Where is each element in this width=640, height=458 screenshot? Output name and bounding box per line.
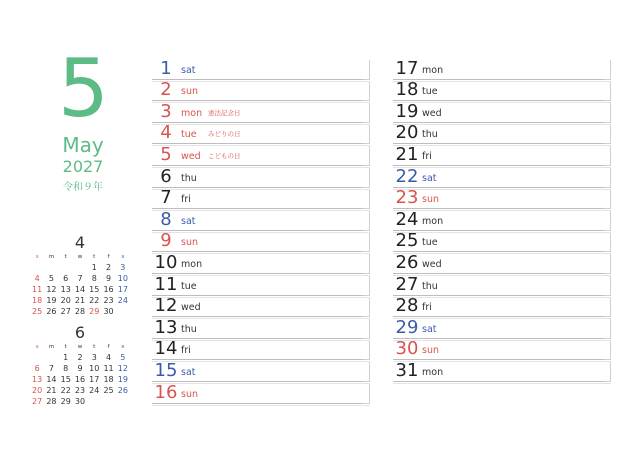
day-row <box>393 209 611 231</box>
mini-day-cell: 1 <box>91 263 97 272</box>
mini-day-cell: 30 <box>74 397 86 406</box>
day-number: 30 <box>395 338 419 360</box>
day-row-edge <box>604 60 611 80</box>
mini-day-cell <box>59 262 73 273</box>
mini-day-cell: 12 <box>117 364 128 373</box>
day-name: sun <box>181 86 198 98</box>
week-row <box>30 306 130 317</box>
mini-day-cell: 23 <box>103 296 114 305</box>
weekday-header-row <box>30 343 130 352</box>
weekday-header: m <box>48 344 55 350</box>
mini-day-cell: 5 <box>48 274 54 283</box>
mini-day-cell: 30 <box>103 307 114 316</box>
day-name: thu <box>422 129 438 141</box>
mini-day-cell: 7 <box>77 274 83 283</box>
day-row-edge <box>363 341 370 361</box>
mini-day-cell <box>116 306 130 317</box>
mini-day-cell: 1 <box>63 353 69 362</box>
day-row <box>152 58 370 80</box>
week-row <box>30 396 130 407</box>
day-row <box>393 188 611 210</box>
day-row-edge <box>363 125 370 145</box>
day-row-edge <box>604 319 611 339</box>
mini-day-cell: 4 <box>106 353 112 362</box>
day-number: 17 <box>395 57 419 79</box>
mini-day-cell: 26 <box>117 386 128 395</box>
day-row-edge <box>363 319 370 339</box>
day-name: mon <box>422 64 444 76</box>
mini-day-cell: 29 <box>60 397 71 406</box>
day-name: sat <box>422 323 437 335</box>
week-row <box>30 295 130 306</box>
day-row-edge <box>363 362 370 382</box>
mini-day-cell: 22 <box>89 296 100 305</box>
mini-day-cell: 15 <box>60 375 71 384</box>
day-row <box>152 80 370 102</box>
weekday-header: s <box>35 344 39 350</box>
day-row-edge <box>604 103 611 123</box>
mini-day-cell: 6 <box>63 274 69 283</box>
day-name: fri <box>422 302 432 314</box>
day-number: 24 <box>395 208 419 230</box>
day-name: thu <box>181 172 197 184</box>
day-number: 6 <box>160 165 172 187</box>
holiday-name: みどりの日 <box>208 130 241 139</box>
day-name: sun <box>422 345 439 357</box>
day-number: 31 <box>395 359 419 381</box>
day-row <box>393 144 611 166</box>
holiday-name: こどもの日 <box>208 151 241 160</box>
mini-day-cell: 17 <box>89 375 100 384</box>
day-number: 4 <box>160 122 172 144</box>
mini-day-cell: 5 <box>120 353 126 362</box>
day-row <box>393 166 611 188</box>
mini-day-cell <box>44 262 58 273</box>
day-name: mon <box>422 215 444 227</box>
day-name: wed <box>422 107 442 119</box>
day-column-right <box>393 58 611 382</box>
day-number: 21 <box>395 143 419 165</box>
week-row <box>30 385 130 396</box>
mini-day-cell <box>87 396 101 407</box>
mini-day-cell: 20 <box>60 296 71 305</box>
day-number: 9 <box>160 230 172 252</box>
day-number: 20 <box>395 122 419 144</box>
day-row-edge <box>363 254 370 274</box>
era-label: 令和９年 <box>63 182 103 193</box>
day-number: 26 <box>395 251 419 273</box>
mini-day-cell <box>44 352 58 363</box>
mini-day-cell: 24 <box>117 296 128 305</box>
day-row <box>393 296 611 318</box>
day-number: 13 <box>154 316 178 338</box>
mini-calendar-next <box>30 323 130 407</box>
day-row-edge <box>604 341 611 361</box>
week-row <box>30 273 130 284</box>
day-row-edge <box>363 384 370 404</box>
weekday-header: s <box>35 254 39 260</box>
mini-day-cell: 9 <box>106 274 112 283</box>
day-name: wed <box>422 258 442 270</box>
day-name: tue <box>181 280 197 292</box>
day-row-edge <box>363 190 370 210</box>
day-row-line <box>152 403 364 404</box>
day-row-shadow <box>393 383 611 384</box>
mini-day-cell: 8 <box>63 364 69 373</box>
mini-day-cell: 19 <box>46 296 57 305</box>
mini-day-cell: 9 <box>77 364 83 373</box>
day-number: 22 <box>395 165 419 187</box>
day-row <box>152 339 370 361</box>
mini-day-cell: 10 <box>89 364 100 373</box>
mini-calendar-prev <box>30 233 130 317</box>
mini-day-cell: 16 <box>103 285 114 294</box>
day-name: tue <box>422 86 438 98</box>
mini-day-cell <box>73 262 87 273</box>
mini-day-cell: 7 <box>48 364 54 373</box>
day-number: 15 <box>154 359 178 381</box>
day-name: sun <box>181 388 198 400</box>
mini-day-cell: 19 <box>117 375 128 384</box>
mini-day-cell: 6 <box>34 364 40 373</box>
day-number: 28 <box>395 295 419 317</box>
day-number: 10 <box>154 251 178 273</box>
day-row <box>152 144 370 166</box>
weekday-header-row <box>30 253 130 262</box>
day-column-left <box>152 58 370 404</box>
day-row-edge <box>363 233 370 253</box>
mini-calendar-title: 4 <box>74 233 86 252</box>
day-name: wed <box>181 150 201 162</box>
mini-day-cell <box>116 396 130 407</box>
week-row <box>30 352 130 363</box>
day-name: thu <box>422 280 438 292</box>
day-name: mon <box>422 366 444 378</box>
mini-day-cell: 3 <box>91 353 97 362</box>
day-name: tue <box>181 129 197 141</box>
week-row <box>30 374 130 385</box>
day-number: 5 <box>160 143 172 165</box>
day-number: 1 <box>160 57 172 79</box>
day-name: sun <box>422 194 439 206</box>
day-row <box>393 231 611 253</box>
day-row <box>152 360 370 382</box>
day-number: 2 <box>160 79 172 101</box>
mini-day-cell: 20 <box>32 386 43 395</box>
day-name: sat <box>181 366 196 378</box>
day-name: sun <box>181 237 198 249</box>
day-name: fri <box>181 194 191 206</box>
mini-day-cell <box>30 262 44 273</box>
mini-day-cell: 12 <box>46 285 57 294</box>
mini-day-cell: 22 <box>60 386 71 395</box>
day-row <box>152 274 370 296</box>
mini-day-cell: 29 <box>89 307 100 316</box>
day-name: sat <box>181 64 196 76</box>
weekday-header: t <box>93 344 96 350</box>
mini-calendar-grid <box>30 253 130 317</box>
day-row <box>152 382 370 404</box>
weekday-header: f <box>107 344 110 350</box>
mini-day-cell: 2 <box>106 263 112 272</box>
mini-day-cell: 26 <box>46 307 57 316</box>
mini-day-cell: 11 <box>103 364 114 373</box>
mini-day-cell: 14 <box>46 375 57 384</box>
day-number: 3 <box>160 100 172 122</box>
mini-day-cell: 18 <box>32 296 43 305</box>
day-row-edge <box>604 254 611 274</box>
day-name: fri <box>181 345 191 357</box>
weekday-header: t <box>93 254 96 260</box>
day-row-edge <box>604 276 611 296</box>
day-row-edge <box>604 211 611 231</box>
weekday-header: t <box>64 254 67 260</box>
day-row <box>152 252 370 274</box>
mini-day-cell: 21 <box>46 386 57 395</box>
day-number: 29 <box>395 316 419 338</box>
day-number: 16 <box>154 381 178 403</box>
day-row <box>152 231 370 253</box>
mini-day-cell: 27 <box>32 397 43 406</box>
day-row-edge <box>363 60 370 80</box>
mini-day-cell: 28 <box>46 397 57 406</box>
weekday-header: s <box>121 344 125 350</box>
mini-day-cell: 8 <box>91 274 97 283</box>
mini-day-cell: 11 <box>32 285 43 294</box>
weekday-header: w <box>77 254 83 260</box>
day-row-edge <box>604 362 611 382</box>
day-row-edge <box>363 211 370 231</box>
weekday-header: w <box>77 344 83 350</box>
day-name: sat <box>422 172 437 184</box>
day-row-edge <box>363 168 370 188</box>
mini-day-cell: 17 <box>117 285 128 294</box>
day-row-edge <box>604 298 611 318</box>
day-name: sat <box>181 215 196 227</box>
mini-day-cell <box>30 352 44 363</box>
day-row <box>152 209 370 231</box>
mini-day-cell: 3 <box>120 263 126 272</box>
mini-day-cell: 25 <box>32 307 43 316</box>
day-number: 14 <box>154 338 178 360</box>
day-row-line <box>393 381 605 382</box>
mini-day-cell: 21 <box>74 296 86 305</box>
day-row <box>393 80 611 102</box>
day-row <box>393 317 611 339</box>
day-row <box>152 296 370 318</box>
day-number: 18 <box>395 79 419 101</box>
mini-day-cell: 18 <box>103 375 114 384</box>
month-number: 5 <box>58 42 109 135</box>
mini-day-cell <box>101 396 115 407</box>
day-row-edge <box>363 276 370 296</box>
mini-day-cell: 13 <box>60 285 71 294</box>
week-row <box>30 262 130 273</box>
day-number: 27 <box>395 273 419 295</box>
mini-calendar-grid <box>30 343 130 407</box>
day-row <box>152 188 370 210</box>
mini-day-cell: 2 <box>77 353 83 362</box>
mini-day-cell: 4 <box>34 274 40 283</box>
mini-day-cell: 10 <box>117 274 128 283</box>
day-row-edge <box>363 146 370 166</box>
day-number: 25 <box>395 230 419 252</box>
day-number: 19 <box>395 100 419 122</box>
day-row <box>152 317 370 339</box>
day-number: 11 <box>154 273 178 295</box>
day-row <box>393 339 611 361</box>
day-number: 23 <box>395 187 419 209</box>
day-row-edge <box>604 146 611 166</box>
day-row <box>152 166 370 188</box>
mini-calendar-title: 6 <box>74 323 86 342</box>
day-row <box>393 252 611 274</box>
day-row <box>393 101 611 123</box>
day-row-edge <box>363 298 370 318</box>
mini-day-cell: 27 <box>60 307 71 316</box>
day-name: thu <box>181 323 197 335</box>
weekday-header: m <box>48 254 55 260</box>
day-number: 8 <box>160 208 172 230</box>
day-row-edge <box>604 168 611 188</box>
day-row <box>393 58 611 80</box>
mini-day-cell: 16 <box>74 375 86 384</box>
day-row-edge <box>363 103 370 123</box>
week-row <box>30 363 130 374</box>
mini-day-cell: 14 <box>74 285 86 294</box>
mini-day-cell: 15 <box>89 285 100 294</box>
year-label: 2027 <box>62 157 104 176</box>
day-number: 7 <box>160 187 172 209</box>
day-row-shadow <box>152 405 370 406</box>
mini-day-cell: 23 <box>74 386 86 395</box>
day-row <box>152 101 370 123</box>
month-name: May <box>62 133 104 157</box>
mini-day-cell: 25 <box>103 386 114 395</box>
day-name: tue <box>422 237 438 249</box>
day-name: wed <box>181 302 201 314</box>
day-row-edge <box>604 82 611 102</box>
day-name: mon <box>181 258 203 270</box>
day-row <box>393 274 611 296</box>
day-row <box>152 123 370 145</box>
weekday-header: f <box>107 254 110 260</box>
day-row-edge <box>604 190 611 210</box>
weekday-header: t <box>64 344 67 350</box>
day-name: mon <box>181 107 203 119</box>
weekday-header: s <box>121 254 125 260</box>
day-number: 12 <box>154 295 178 317</box>
day-row-edge <box>604 233 611 253</box>
holiday-name: 憲法記念日 <box>208 108 241 117</box>
mini-day-cell: 28 <box>74 307 86 316</box>
day-name: fri <box>422 150 432 162</box>
day-row <box>393 123 611 145</box>
day-row-edge <box>363 82 370 102</box>
day-row <box>393 360 611 382</box>
mini-day-cell: 13 <box>32 375 43 384</box>
week-row <box>30 284 130 295</box>
mini-day-cell: 24 <box>89 386 100 395</box>
day-row-edge <box>604 125 611 145</box>
